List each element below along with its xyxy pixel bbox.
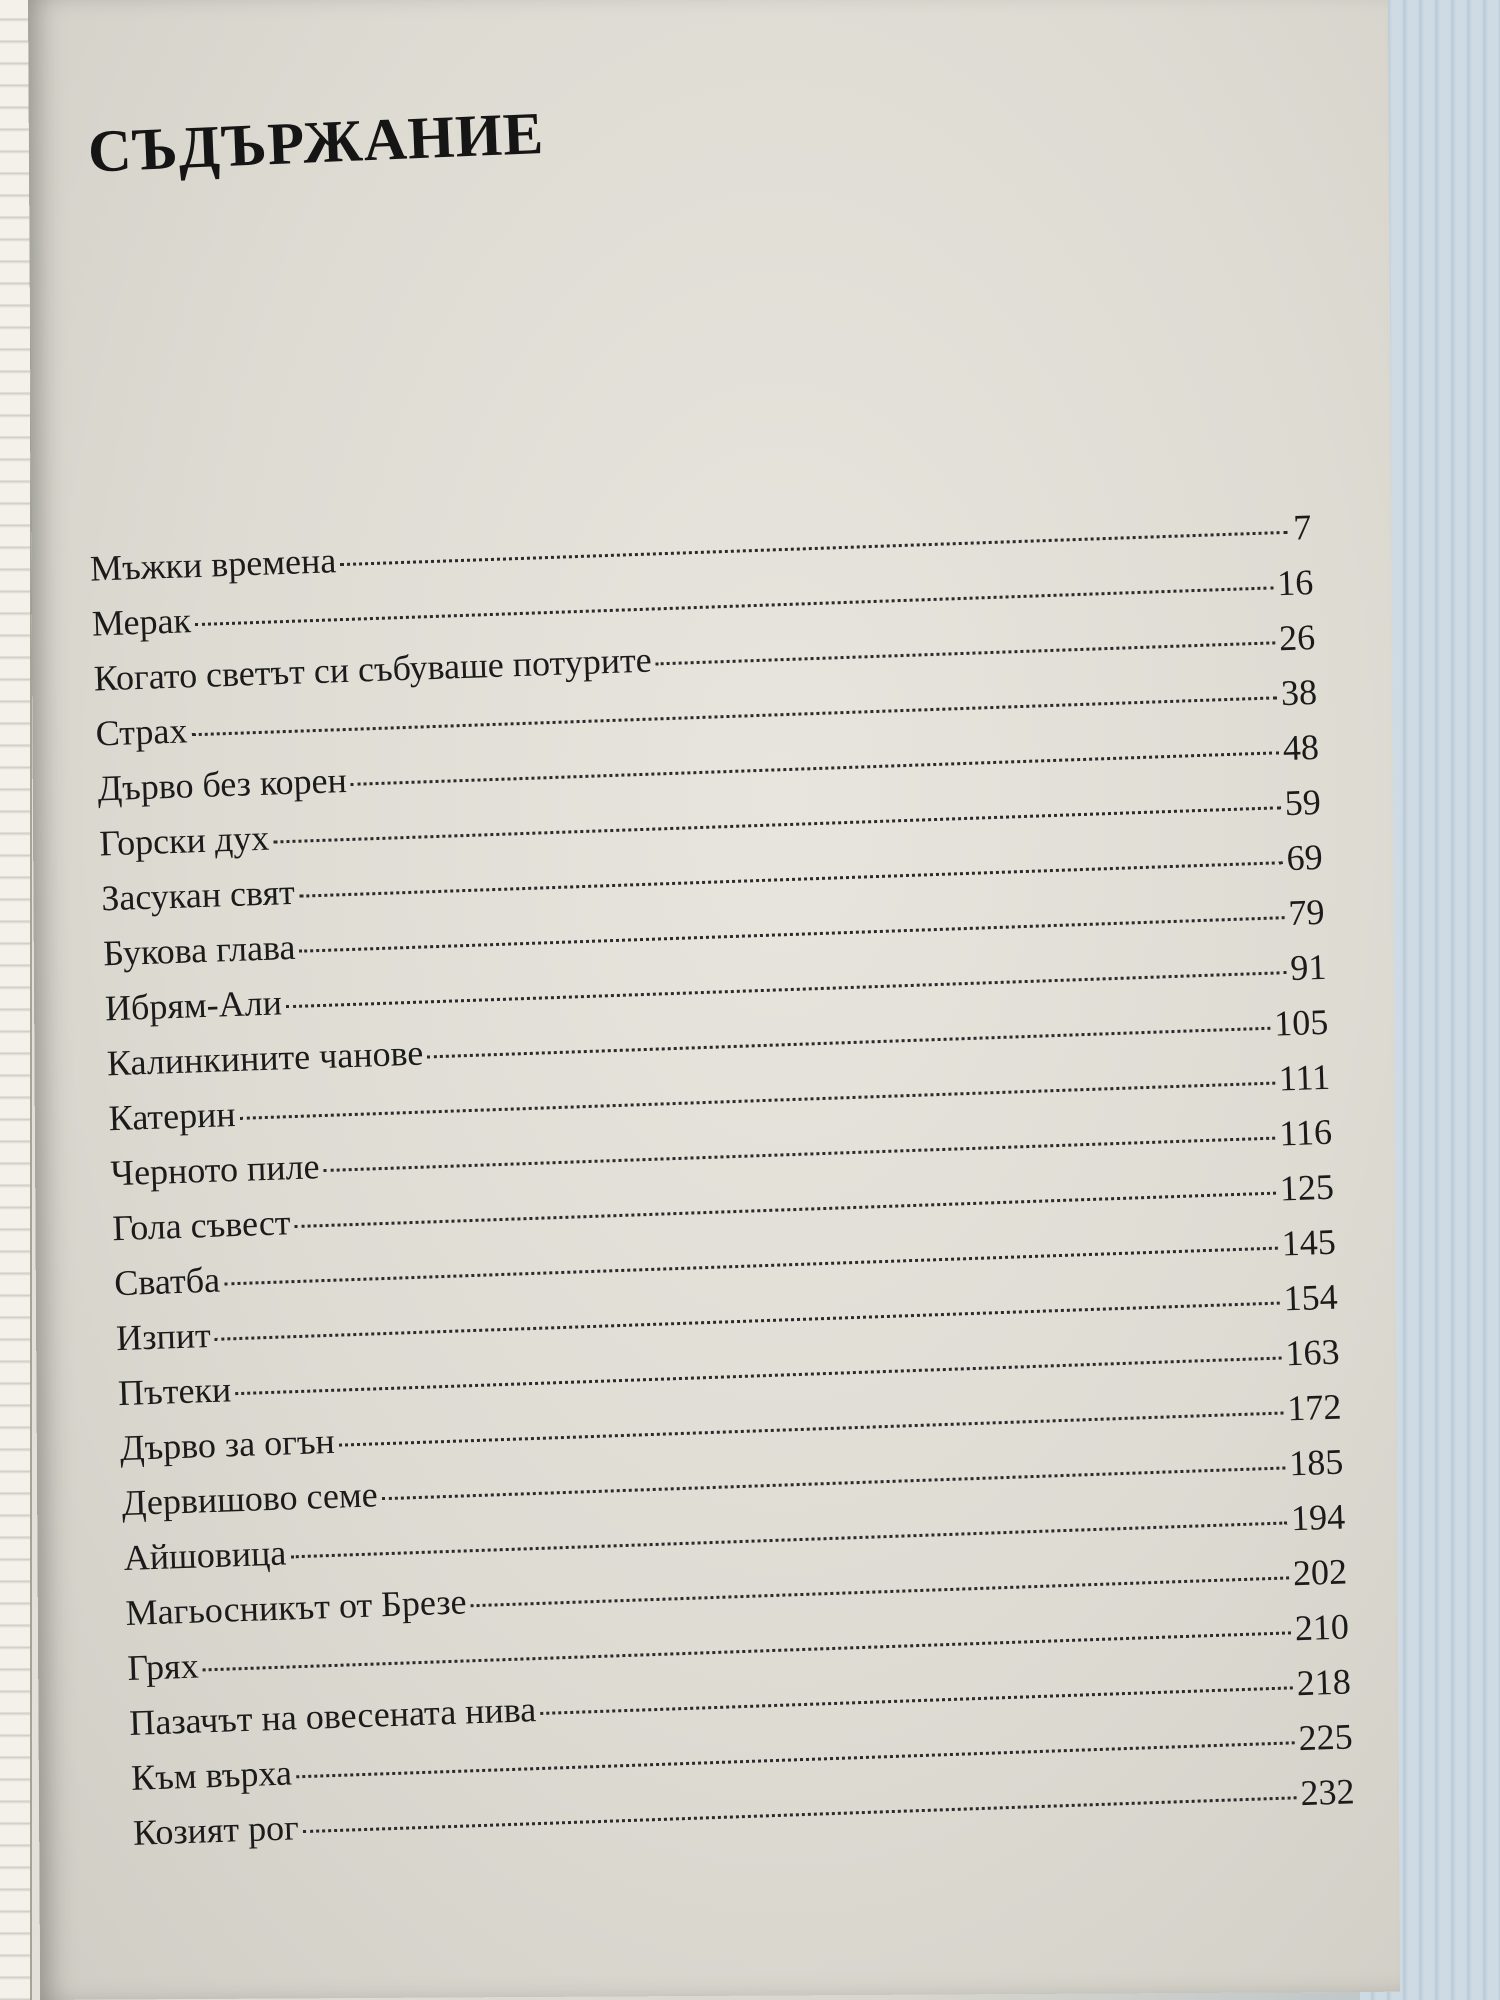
toc-entry-title: Горски дух [98, 817, 270, 864]
page-title: СЪДЪРЖАНИЕ [86, 99, 546, 185]
toc-leader-dots [340, 531, 1287, 566]
toc-entry-title: Засукан свят [100, 871, 296, 919]
toc-entry-page: 172 [1286, 1386, 1342, 1429]
toc-leader-dots [299, 916, 1284, 953]
toc-entry-page: 48 [1282, 726, 1320, 769]
toc-leader-dots [273, 806, 1281, 843]
toc-entry-title: Към върха [130, 1752, 293, 1798]
toc-leader-dots [303, 1796, 1297, 1833]
toc-leader-dots [656, 641, 1276, 665]
toc-entry-title: Страх [94, 710, 188, 754]
previous-page-edge [0, 0, 32, 2000]
toc-leader-dots [296, 1741, 1295, 1778]
toc-leader-dots [540, 1686, 1293, 1715]
toc-leader-dots [299, 861, 1283, 897]
toc-entry-page: 69 [1285, 836, 1324, 879]
toc-entry-page: 7 [1292, 507, 1313, 548]
toc-entry-title: Дърво за огън [119, 1420, 336, 1469]
toc-entry-page: 59 [1284, 781, 1322, 824]
toc-entry-title: Изпит [115, 1314, 212, 1359]
toc-entry-title: Когато светът си събуваше потурите [93, 639, 653, 699]
toc-leader-dots [240, 1082, 1275, 1120]
toc-entry-title: Пътеки [117, 1369, 232, 1414]
toc-entry-page: 125 [1279, 1166, 1335, 1209]
toc-entry-title: Дърво без корен [96, 760, 348, 809]
toc-entry-page: 16 [1276, 562, 1314, 604]
toc-leader-dots [324, 1137, 1276, 1172]
toc-entry-title: Гола съвест [111, 1202, 292, 1249]
book-page [28, 0, 1400, 2000]
toc-leader-dots [215, 1302, 1280, 1341]
toc-entry-page: 218 [1296, 1661, 1352, 1704]
toc-entry-title: Дервишово семе [121, 1474, 379, 1524]
toc-entry-page: 26 [1278, 616, 1316, 659]
toc-leader-dots [427, 1027, 1270, 1059]
toc-entry-page: 105 [1273, 1001, 1329, 1044]
toc-entry-title: Мерак [91, 600, 192, 644]
toc-entry-title: Букова глава [102, 926, 297, 974]
toc-entry-page: 79 [1287, 891, 1326, 934]
toc-entry-page: 225 [1297, 1716, 1354, 1759]
toc-entry-title: Катерин [108, 1094, 237, 1139]
toc-entry-page: 232 [1299, 1771, 1356, 1814]
toc-entry-page: 185 [1288, 1441, 1344, 1484]
toc-entry-title: Пазачът на овесената нива [128, 1689, 537, 1743]
toc-entry-title: Калинкините чанове [106, 1032, 424, 1084]
toc-entry-title: Черното пиле [109, 1146, 321, 1194]
toc-leader-dots [286, 971, 1287, 1008]
toc-entry-page: 194 [1290, 1496, 1346, 1539]
toc-entry-page: 111 [1278, 1056, 1331, 1099]
toc-leader-dots [295, 1192, 1276, 1228]
toc-entry-page: 202 [1292, 1551, 1348, 1594]
toc-entry-page: 116 [1278, 1111, 1333, 1154]
toc-entry-page: 154 [1282, 1276, 1339, 1319]
toc-entry-page: 38 [1280, 671, 1318, 714]
toc-leader-dots [470, 1576, 1289, 1607]
toc-leader-dots [235, 1357, 1281, 1396]
toc-leader-dots [382, 1466, 1286, 1500]
toc-leader-dots [351, 751, 1279, 786]
toc-entry-title: Ибрям-Али [104, 982, 283, 1029]
toc-entry-page: 145 [1281, 1221, 1337, 1264]
toc-entry-title: Козият рог [132, 1807, 300, 1853]
toc-entry-title: Магьосникът от Брезе [124, 1581, 468, 1634]
toc-entry-page: 210 [1294, 1606, 1350, 1649]
table-of-contents [89, 506, 1355, 1867]
toc-entry-page: 163 [1284, 1331, 1341, 1374]
toc-leader-dots [290, 1521, 1287, 1558]
toc-leader-dots [224, 1247, 1278, 1286]
toc-entry-title: Грях [126, 1645, 200, 1688]
toc-leader-dots [339, 1412, 1284, 1447]
toc-entry-title: Мъжки времена [89, 540, 337, 589]
toc-entry-page: 91 [1289, 946, 1328, 989]
toc-entry-title: Сватба [113, 1259, 221, 1304]
toc-entry-title: Айшовица [123, 1532, 287, 1579]
